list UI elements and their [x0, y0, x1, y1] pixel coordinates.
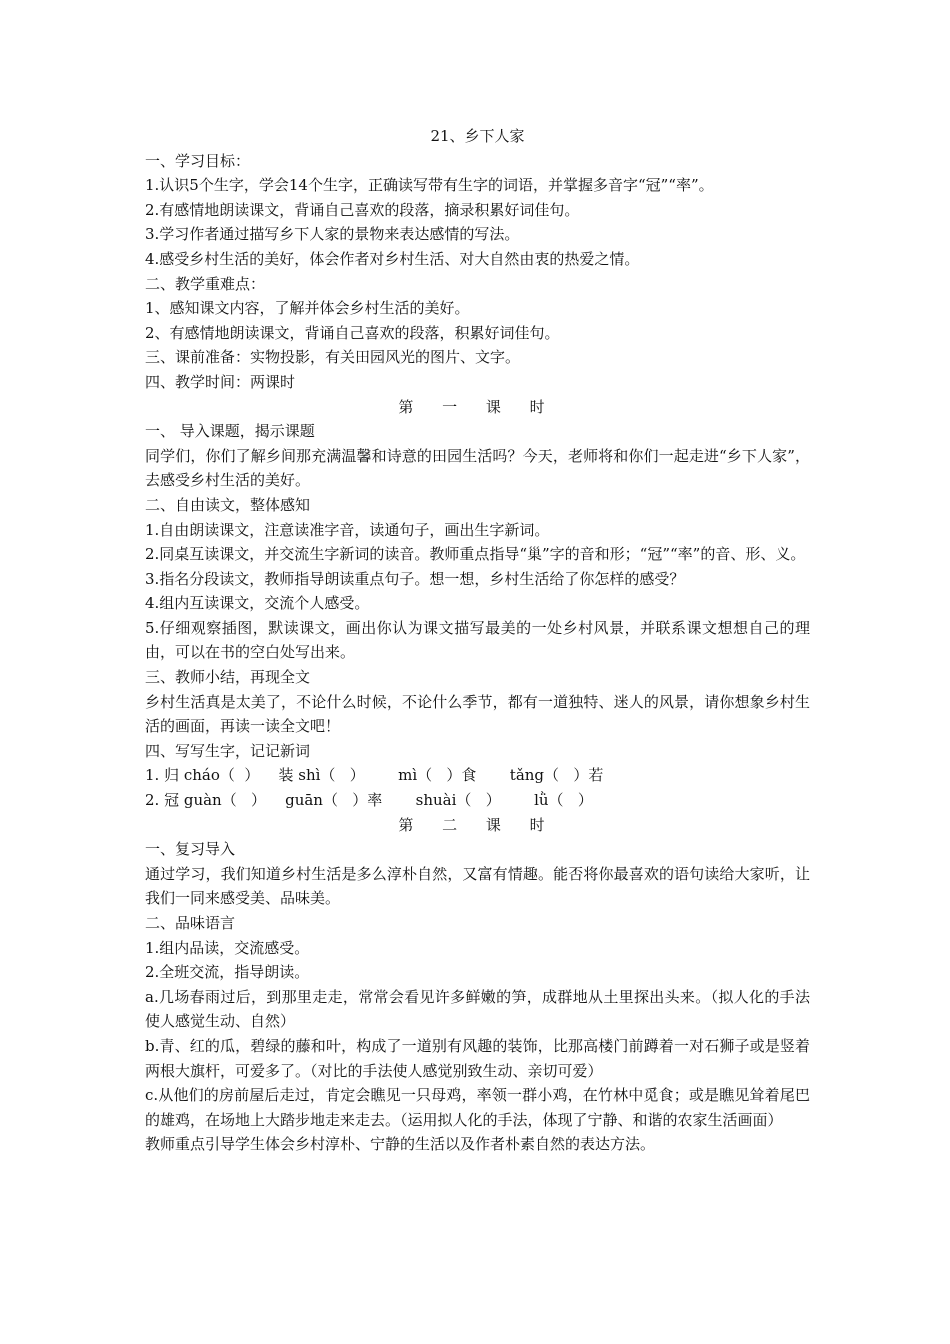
- section-heading: 一、复习导入: [145, 840, 236, 859]
- closing-paragraph: 教师重点引导学生体会乡村淳朴、宁静的生活以及作者朴素自然的表达方法。: [145, 1135, 656, 1154]
- session-1-heading: 第 一 课 时: [398, 397, 557, 416]
- list-item: c.从他们的房前屋后走过，肯定会瞧见一只母鸡，率领一群小鸡，在竹林中觅食；或是瞧见耸着尾巴的雄鸡，在场地上大踏步地走来走去。（运用拟人化的手法，体现了宁静、和谐的农家生活画面）: [145, 1086, 810, 1129]
- teaching-time-line: 四、教学时间：两课时: [145, 372, 296, 391]
- section-paragraph: 通过学习，我们知道乡村生活是多么淳朴自然，又富有情趣。能否将你最喜欢的语句读给大家听，让我们一同来感受美、品味美。: [145, 864, 810, 908]
- list-item: 5.仔细观察插图，默读课文，画出你认为课文描写最美的一处乡村风景，并联系课文想想自己的理由，可以在书的空白处写出来。: [145, 618, 810, 662]
- list-item: b.青、红的瓜，碧绿的藤和叶，构成了一道别有风趣的装饰，比那高楼门前蹲着一对石狮子或是竖着两根大旗杆，可爱多了。（对比的手法使人感觉别致生动、亲切可爱）: [145, 1036, 810, 1080]
- goals-heading: 一、学习目标：: [145, 151, 251, 170]
- list-item: a.几场春雨过后，到那里走走，常常会看见许多鲜嫩的笋，成群地从土里探出头来。（拟人化的手法使人感觉生动、自然）: [145, 987, 810, 1031]
- key-point-item: 2、有感情地朗读课文，背诵自己喜欢的段落，积累好词佳句。: [145, 323, 560, 342]
- document-page: [145, 124, 810, 1157]
- list-item: 3.指名分段读文，教师指导朗读重点句子。想一想，乡村生活给了你怎样的感受？: [145, 569, 685, 588]
- section-paragraph: 乡村生活真是太美了，不论什么时候，不论什么季节，都有一道独特、迷人的风景，请你想象乡村生活的画面，再读一读全文吧！: [145, 692, 810, 736]
- key-points-heading: 二、教学重难点：: [145, 274, 266, 293]
- goal-item: 3.学习作者通过描写乡下人家的景物来表达感情的写法。: [145, 225, 520, 244]
- goal-item: 2.有感情地朗读课文，背诵自己喜欢的段落，摘录积累好词佳句。: [145, 200, 580, 219]
- pinyin-exercise-row: 2. 冠 guàn（ ） guān（ ）率 shuài（ ） lǜ（ ）: [145, 791, 593, 810]
- goal-item: 1.认识5个生字，学会14个生字，正确读写带有生字的词语，并掌握多音字“冠”“率”。: [145, 176, 714, 195]
- list-item: 1.组内品读，交流感受。: [145, 938, 310, 957]
- section-heading: 四、写写生字，记记新词: [145, 741, 311, 760]
- list-item: 2.同桌互读课文，并交流生字新词的读音。教师重点指导“巢”字的音和形；“冠”“率”的音、形、义。: [145, 545, 806, 564]
- section-paragraph: 同学们，你们了解乡间那充满温馨和诗意的田园生活吗？今天，老师将和你们一起走进“乡下人家”，去感受乡村生活的美好。: [145, 446, 810, 490]
- section-heading: 三、教师小结，再现全文: [145, 668, 311, 687]
- session-2-heading: 第 二 课 时: [398, 815, 557, 834]
- section-heading: 二、品味语言: [145, 914, 236, 932]
- lesson-title: 21、乡下人家: [430, 127, 525, 145]
- list-item: 2.全班交流，指导朗读。: [145, 963, 310, 982]
- section-heading: 二、自由读文，整体感知: [145, 495, 311, 514]
- list-item: 4.组内互读课文，交流个人感受。: [145, 594, 370, 613]
- preparation-line: 三、课前准备：实物投影，有关田园风光的图片、文字。: [145, 348, 521, 367]
- list-item: 1.自由朗读课文，注意读准字音，读通句子，画出生字新词。: [145, 520, 550, 539]
- section-heading: 一、 导入课题，揭示课题: [145, 422, 315, 441]
- goal-item: 4.感受乡村生活的美好，体会作者对乡村生活、对大自然由衷的热爱之情。: [145, 249, 640, 268]
- pinyin-exercise-row: 1. 归 cháo（ ） 装 shì（ ） mì（ ）食 tǎng（ ）若: [145, 766, 604, 785]
- key-point-item: 1、感知课文内容，了解并体会乡村生活的美好。: [145, 299, 470, 318]
